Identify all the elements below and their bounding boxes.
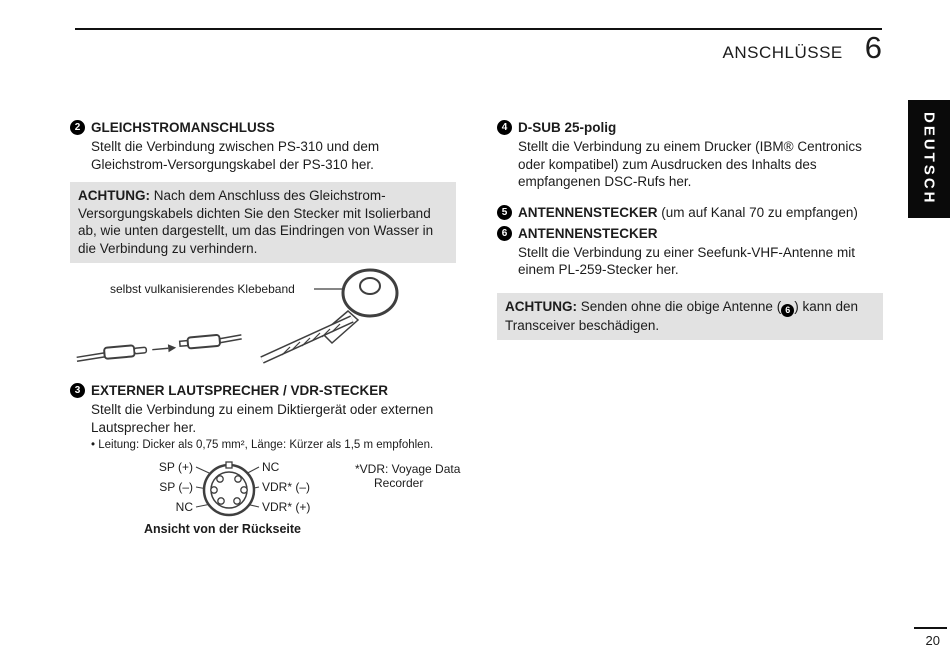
pin-label: SP (–): [159, 480, 193, 494]
arrow-icon: [168, 344, 177, 353]
language-tab: [908, 100, 950, 218]
warning-label: ACHTUNG:: [78, 188, 150, 203]
pin: [211, 487, 217, 493]
warning-text: Nach dem Anschluss des Gleichstrom-Versorgungskabels dichten Sie den Stecker mit Isolierband ab, wie unten dargestellt, um das Eindringen von Wasser in die Verbindung zu verhindern.: [78, 188, 434, 256]
pin-label: NC: [175, 500, 193, 514]
section-body: Stellt die Verbindung zu einem Drucker (IBM® Centronics oder kompatibel) zum Ausdrucken des Inhalts des empfangenen DSC-Rufs her.: [518, 139, 862, 189]
pin-label: SP (+): [158, 460, 193, 474]
right-column: [497, 119, 883, 340]
section-antenna6: [497, 225, 883, 279]
chapter-number: 6: [864, 30, 882, 65]
section-heading-speaker: [70, 382, 456, 399]
left-column: [70, 119, 461, 536]
taped-cable: [262, 319, 352, 360]
figure-label: selbst vulkanisierendes Klebeband: [110, 282, 295, 296]
section-dsub: [497, 119, 883, 191]
pin: [217, 476, 223, 482]
section-body: Stellt die Verbindung zwischen PS-310 und dem Gleichstrom-Versorgungskabel der PS-310 her.: [91, 139, 380, 172]
section-body: Stellt die Verbindung zu einem Diktiergerät oder externen Lautsprecher her.: [91, 402, 434, 435]
section-title: D-SUB 25-polig: [518, 120, 617, 135]
section-title: ANTENNENSTECKER: [518, 204, 658, 220]
tape-illustration: [70, 266, 456, 366]
warning-label: ACHTUNG:: [505, 298, 577, 314]
language-tab-label: DEUTSCH: [920, 112, 938, 206]
vdr-note-line2: Recorder: [374, 476, 424, 490]
section-speaker-vdr: [70, 382, 461, 536]
section-number-badge: 4: [497, 120, 512, 135]
vdr-note-line1: *VDR: Voyage Data: [355, 462, 461, 476]
section-number-badge: 2: [70, 120, 85, 135]
pin: [234, 498, 240, 504]
section-number-badge: 3: [70, 383, 85, 398]
warning-text-pre: Senden ohne die obige Antenne (: [580, 298, 782, 314]
pin: [235, 476, 241, 482]
section-body: Stellt die Verbindung zu einer Seefunk-VHF-Antenne mit einem PL-259-Stecker her.: [518, 244, 855, 277]
footer-rule: [914, 627, 947, 629]
pin-label: VDR* (–): [262, 480, 311, 494]
warning-box-dc: [70, 182, 456, 263]
pin: [218, 498, 224, 504]
section-dc-connection: [70, 119, 456, 366]
section-heading-antenna6: [497, 225, 883, 242]
warning-text-post: ) kann den Transceiver beschädigen.: [505, 298, 858, 333]
cable-plug-assembly: [76, 333, 243, 361]
section-number-badge: 6: [497, 226, 512, 241]
section-heading-antenna5: [497, 204, 883, 221]
section-heading-dc: [70, 119, 456, 136]
section-title-suffix: (um auf Kanal 70 zu empfangen): [661, 204, 858, 220]
chapter-title: ANSCHLÜSSE: [722, 43, 843, 62]
section-title: ANTENNENSTECKER: [518, 225, 658, 241]
section-number-badge: 5: [497, 205, 512, 220]
section-title-line: [518, 204, 858, 221]
pin-label: NC: [262, 460, 280, 474]
connector-pinout-diagram: [106, 457, 486, 519]
page-number: 20: [925, 633, 940, 648]
section-heading-dsub: [497, 119, 883, 136]
figure-caption: Ansicht von der Rückseite: [144, 522, 301, 536]
pin: [241, 487, 247, 493]
pin-label: VDR* (+): [262, 500, 311, 514]
page-header: [75, 30, 882, 66]
section-number-badge-inline: 6: [781, 304, 794, 317]
section-bullet: • Leitung: Dicker als 0,75 mm², Länge: Kürzer als 1,5 m empfohlen.: [91, 439, 434, 451]
section-title: GLEICHSTROMANSCHLUSS: [91, 120, 275, 135]
tape-roll-icon: [322, 270, 397, 343]
warning-box-antenna: [497, 293, 883, 341]
section-title: EXTERNER LAUTSPRECHER / VDR-STECKER: [91, 383, 389, 398]
connector-circle: [204, 462, 254, 515]
